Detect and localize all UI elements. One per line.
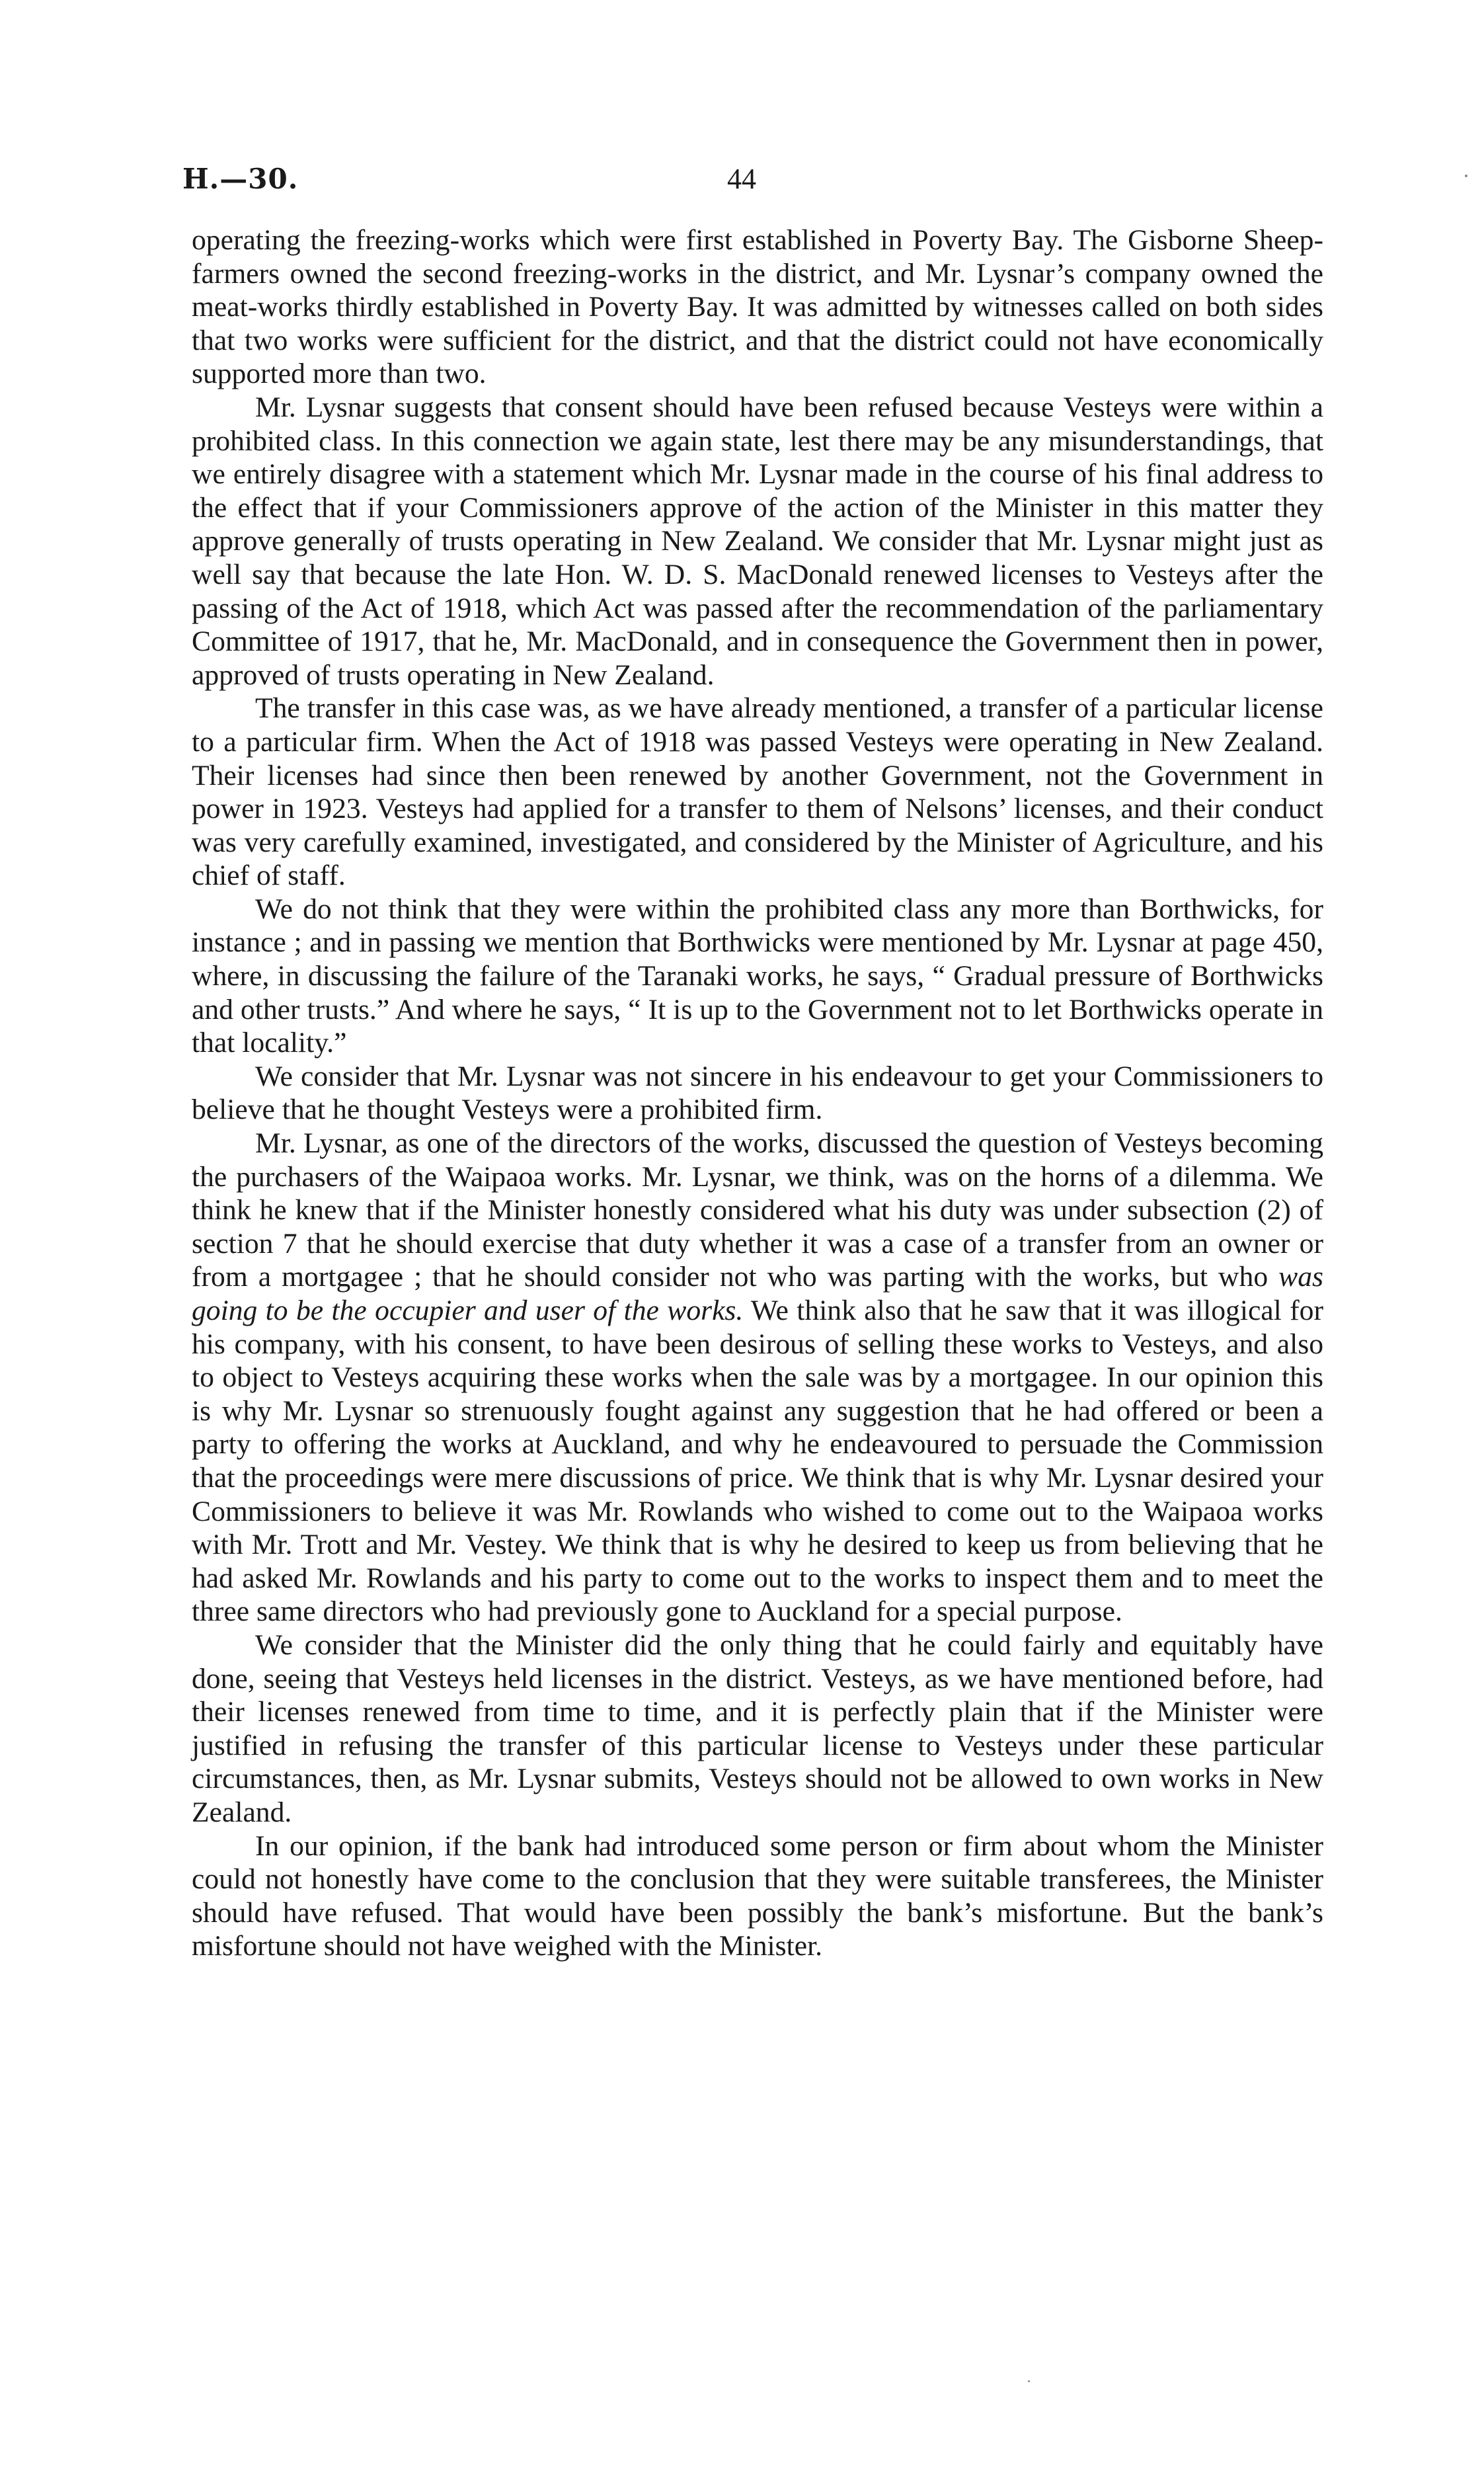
- scan-speck: [1028, 2380, 1030, 2382]
- paragraph-7: We consider that the Minister did the only thing that he could fairly and equitably have done, seeing that Vesteys held licenses in the district. Vesteys, as we have mentioned before, had their licenses renewed from time to time, and it is perfectly plain that if the Minister were justified in refusing the transfer of this particular license to Vesteys under these particular circumstances, then, as Mr. Lysnar submits, Vesteys should not be allowed to own works in New Zealand.: [192, 1628, 1323, 1828]
- body-text: [192, 223, 1323, 1963]
- paragraph-6-text-after: We think also that he saw that it was illogical for his company, with his consent, to have been desirous of selling these works to Vesteys, and also to object to Vesteys acquiring these works when the sale was by a mortgagee. In our opinion this is why Mr. Lysnar so strenuously fought against any suggestion that he had offered or been a party to offering the works at Auckland, and why he endeavoured to persuade the Commission that the proceedings were mere discussions of price. We think that is why Mr. Lysnar desired your Commissioners to believe it was Mr. Rowlands who wished to come out to the Waipaoa works with Mr. Trott and Mr. Vestey. We think that is why he desired to keep us from believing that he had asked Mr. Rowlands and his party to come out to the works to inspect them and to meet the three same directors who had previously gone to Auckland for a special purpose.: [192, 1295, 1323, 1628]
- document-reference: H.—30.: [182, 163, 299, 195]
- paragraph-6-italic-text: was going to be the occupier and user of the works.: [192, 1261, 1323, 1326]
- paragraph-6-text-before: Mr. Lysnar, as one of the directors of the works, discussed the question of Vesteys becoming the purchasers of the Waipaoa works. Mr. Lysnar, we think, was on the horns of a dilemma. We think he knew that if the Minister honestly considered what his duty was under subsection (2) of section 7 that he should exercise that duty whether it was a case of a transfer from an owner or from a mortgagee ; that he should consider not who was parting with the works, but who: [192, 1127, 1323, 1293]
- paragraph-1: operating the freezing-works which were first established in Poverty Bay. The Gisborne Sheep-farmers owned the second freezing-works in the district, and Mr. Lysnar’s company owned the meat-works thirdly established in Poverty Bay. It was admitted by witnesses called on both sides that two works were sufficient for the district, and that the district could not have economically supported more than two.: [192, 224, 1323, 390]
- paragraph-6: [192, 1127, 1323, 1628]
- paragraph-8: In our opinion, if the bank had introduced some person or firm about whom the Minister could not honestly have come to the conclusion that they were suitable transferees, the Minister should have refused. That would have been possibly the bank’s misfortune. But the bank’s misfortune should not have weighed with the Minister.: [192, 1829, 1323, 1962]
- scan-speck: [1465, 175, 1467, 177]
- page-number: 44: [727, 163, 756, 195]
- paragraph-4: We do not think that they were within the prohibited class any more than Borthwicks, for instance ; and in passing we mention that Borthwicks were mentioned by Mr. Lysnar at page 450, where, in discussing the failure of the Taranaki works, he says, “ Gradual pressure of Borthwicks and other trusts.” And where he says, “ It is up to the Government not to let Borthwicks operate in that locality.”: [192, 893, 1323, 1059]
- page-header: [182, 156, 1326, 202]
- paragraph-3: The transfer in this case was, as we have already mentioned, a transfer of a particular license to a particular firm. When the Act of 1918 was passed Vesteys were operating in New Zealand. Their licenses had since then been renewed by another Government, not the Government in power in 1923. Vesteys had applied for a transfer to them of Nelsons’ licenses, and their conduct was very carefully examined, investigated, and considered by the Minister of Agriculture, and his chief of staff.: [192, 692, 1323, 892]
- paragraph-5: We consider that Mr. Lysnar was not sincere in his endeavour to get your Commissioners to believe that he thought Vesteys were a prohibited firm.: [192, 1060, 1323, 1126]
- paragraph-2: Mr. Lysnar suggests that consent should have been refused because Vesteys were within a prohibited class. In this connection we again state, lest there may be any misunderstandings, that we entirely disagree with a statement which Mr. Lysnar made in the course of his final address to the effect that if your Commissioners approve of the action of the Minister in this matter they approve generally of trusts operating in New Zealand. We consider that Mr. Lysnar might just as well say that because the late Hon. W. D. S. MacDonald renewed licenses to Vesteys after the passing of the Act of 1918, which Act was passed after the recommendation of the parliamentary Committee of 1917, that he, Mr. MacDonald, and in consequence the Government then in power, approved of trusts operating in New Zealand.: [192, 391, 1323, 691]
